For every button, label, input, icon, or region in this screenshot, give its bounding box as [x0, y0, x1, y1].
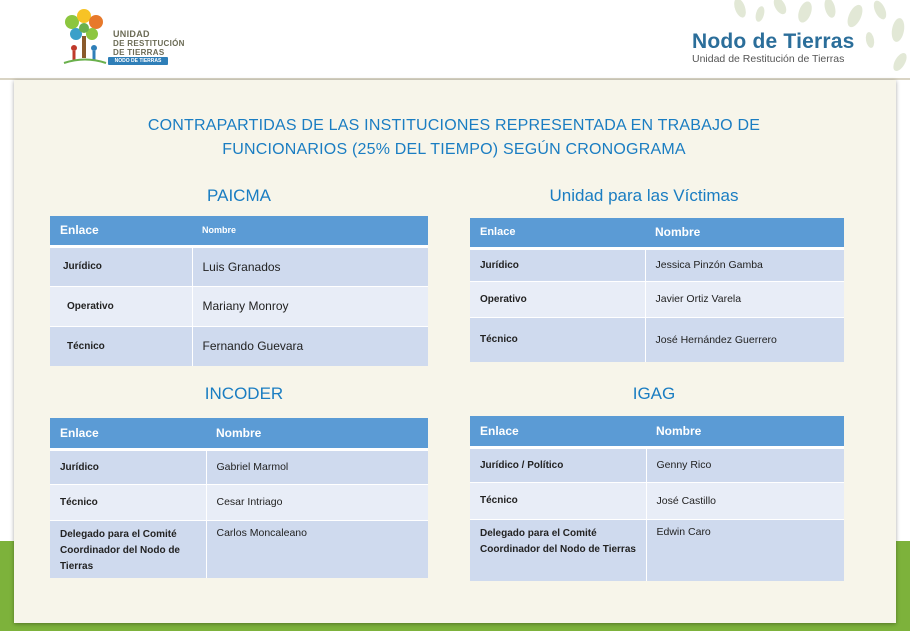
- content-panel: [14, 80, 896, 623]
- table-row: [470, 482, 844, 519]
- cell-nombre: Jessica Pinzón Gamba: [645, 248, 844, 281]
- cell-nombre: Cesar Intriago: [206, 484, 428, 520]
- cell-nombre: Carlos Moncaleano: [206, 520, 428, 578]
- brand-title: Nodo de Tierras: [692, 30, 855, 53]
- table-header-row: [470, 218, 844, 248]
- paicma-title: PAICMA: [207, 186, 271, 205]
- victimas-title: Unidad para las Víctimas: [549, 186, 739, 205]
- header-nombre: Nombre: [645, 218, 844, 248]
- table-row: [50, 484, 428, 520]
- header-nombre: Nombre: [192, 216, 428, 246]
- cell-enlace: Técnico: [50, 484, 206, 520]
- cell-nombre: José Hernández Guerrero: [645, 317, 844, 362]
- table-row: [470, 519, 844, 581]
- table-row: [470, 248, 844, 281]
- table-row: [50, 246, 428, 286]
- cell-enlace: Operativo: [470, 281, 645, 317]
- table-row: [470, 317, 844, 362]
- tree-logo-icon: [60, 8, 110, 68]
- incoder-title: INCODER: [204, 384, 284, 403]
- table-row: [50, 286, 428, 326]
- cell-enlace: Técnico: [470, 317, 645, 362]
- page-title: CONTRAPARTIDAS DE LAS INSTITUCIONES REPRESENTADA EN TRABAJO DE FUNCIONARIOS (25% DEL TIEMPO) SEGÚN CRONOGRAMA: [147, 117, 761, 158]
- cell-nombre: Genny Rico: [646, 447, 844, 482]
- table-header-row: [470, 416, 844, 447]
- cell-enlace: Jurídico: [50, 449, 206, 484]
- cell-enlace: Delegado para el Comité Coordinador del Nodo de Tierras: [470, 519, 646, 581]
- igag-title: IGAG: [632, 384, 676, 403]
- cell-nombre: José Castillo: [646, 482, 844, 519]
- cell-enlace: Técnico: [470, 482, 646, 519]
- cell-enlace: Jurídico: [470, 248, 645, 281]
- header-enlace: Enlace: [50, 216, 192, 246]
- victimas-table: [470, 218, 844, 362]
- cell-enlace: Jurídico / Político: [470, 447, 646, 482]
- cell-nombre: Fernando Guevara: [192, 326, 428, 366]
- table-row: [50, 449, 428, 484]
- cell-enlace: Delegado para el Comité Coordinador del Nodo de Tierras: [50, 520, 206, 578]
- cell-nombre: Gabriel Marmol: [206, 449, 428, 484]
- header-nombre: Nombre: [206, 418, 428, 449]
- logo-badge: NODO DE TIERRAS: [108, 57, 168, 65]
- table-header-row: [50, 216, 428, 246]
- brand-subtitle: Unidad de Restitución de Tierras: [692, 53, 845, 65]
- cell-nombre: Edwin Caro: [646, 519, 844, 581]
- cell-nombre: Luis Granados: [192, 246, 428, 286]
- igag-table: [470, 416, 844, 581]
- table-row: [50, 520, 428, 578]
- table-row: [50, 326, 428, 366]
- table-header-row: [50, 418, 428, 449]
- cell-nombre: Javier Ortiz Varela: [645, 281, 844, 317]
- incoder-table: [50, 418, 428, 578]
- cell-enlace: Operativo: [50, 286, 192, 326]
- header-enlace: Enlace: [470, 218, 645, 248]
- logo-text: UNIDAD DE RESTITUCIÓN DE TIERRAS: [113, 29, 185, 57]
- header-enlace: Enlace: [50, 418, 206, 449]
- cell-nombre: Mariany Monroy: [192, 286, 428, 326]
- header-enlace: Enlace: [470, 416, 646, 447]
- table-row: [470, 447, 844, 482]
- cell-enlace: Jurídico: [50, 246, 192, 286]
- paicma-table: [50, 216, 428, 366]
- header: [0, 0, 910, 80]
- table-row: [470, 281, 844, 317]
- header-nombre: Nombre: [646, 416, 844, 447]
- cell-enlace: Técnico: [50, 326, 192, 366]
